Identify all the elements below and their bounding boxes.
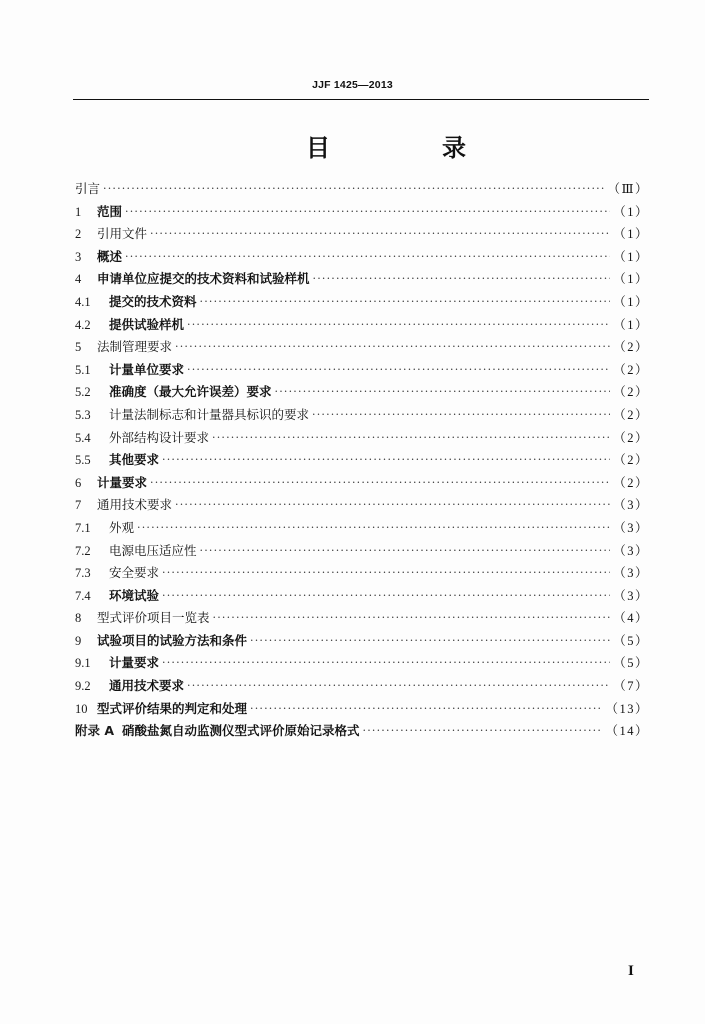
toc-entry-title: 型式评价项目一览表 [97,610,210,626]
toc-leader-dots [150,223,610,246]
toc-leader-dots [187,314,610,337]
toc-entry-number: 3 [75,249,82,264]
toc-entry-number: 9.2 [75,679,91,694]
toc-entry-number: 7.2 [75,543,91,558]
toc-entry-page: （3） [613,543,649,558]
toc-leader-dots [313,268,611,291]
toc-entry[interactable] [75,562,649,585]
toc-entry[interactable] [75,314,649,337]
toc-entry[interactable] [75,404,649,427]
toc-leader-dots [150,472,610,495]
toc-entry-number: 5 [75,340,82,355]
toc-entry-page: （3） [613,520,649,535]
toc-entry[interactable] [75,246,649,269]
toc-entry[interactable] [75,178,649,201]
toc-entry-number: 5.2 [75,385,91,400]
toc-entry-page: （5） [613,656,649,671]
toc-entry-title: 外部结构设计要求 [109,429,210,445]
toc-entry-number: 8 [75,611,82,626]
toc-entry-page: （3） [613,498,649,513]
toc-entry[interactable] [75,291,649,314]
toc-entry-number: 7 [75,498,82,513]
toc-entry-page: （1） [613,249,649,264]
toc-entry-page: （4） [613,611,649,626]
toc-entry[interactable] [75,336,649,359]
toc-leader-dots [200,291,611,314]
toc-entry-title: 提交的技术资料 [109,293,197,309]
toc-leader-dots [212,427,610,450]
toc-leader-dots [363,720,603,743]
toc-leader-dots [275,381,611,404]
toc-entry[interactable] [75,359,649,382]
toc-entry-page: （2） [613,362,649,377]
toc-leader-dots [312,404,610,427]
toc-entry-number: 10 [75,701,88,716]
toc-leader-dots [250,698,602,721]
toc-entry-page: （13） [605,701,649,716]
toc-entry[interactable] [75,223,649,246]
toc-entry-title: 范围 [97,203,123,219]
toc-entry-number: 7.4 [75,588,91,603]
toc-entry-title: 型式评价结果的判定和处理 [97,700,248,716]
toc-entry[interactable] [75,268,649,291]
toc-entry[interactable] [75,675,649,698]
toc-entry-title: 概述 [97,248,123,264]
toc-entry[interactable] [75,540,649,563]
toc-leader-dots [125,201,610,224]
toc-entry[interactable] [75,472,649,495]
toc-entry[interactable] [75,720,649,743]
toc-entry-title: 准确度（最大允许误差）要求 [109,384,272,400]
toc-leader-dots [175,336,610,359]
toc-entry-title: 电源电压适应性 [109,542,197,558]
toc-entry[interactable] [75,449,649,472]
toc-entry-number: 4.1 [75,294,91,309]
toc-entry-page: （2） [613,407,649,422]
toc-entry-page: （1） [613,272,649,287]
toc-leader-dots [200,540,611,563]
toc-entry-number: 9.1 [75,656,91,671]
toc-entry-title: 通用技术要求 [109,678,185,694]
toc-entry-title: 计量要求 [109,655,160,671]
toc-entry-number: 2 [75,227,82,242]
toc-entry-title: 提供试验样机 [109,316,185,332]
toc-entry-page: （Ⅲ） [607,182,649,196]
toc-entry[interactable] [75,494,649,517]
page-number: I [628,963,634,979]
toc-entry[interactable] [75,517,649,540]
toc-entry[interactable] [75,630,649,653]
toc-entry-title: 试验项目的试验方法和条件 [97,632,248,648]
toc-entry[interactable] [75,607,649,630]
toc-entry[interactable] [75,698,649,721]
toc-entry[interactable] [75,652,649,675]
toc-entry-title: 法制管理要求 [97,339,173,355]
toc-entry-number: 4.2 [75,317,91,332]
toc-leader-dots [213,607,611,630]
toc-entry-title: 通用技术要求 [97,497,173,513]
toc-leader-dots [162,562,610,585]
toc-entry-number: 4 [75,272,82,287]
toc-entry-number: 附录 A [75,723,115,739]
toc-entry-title: 硝酸盐氮自动监测仪型式评价原始记录格式 [122,723,360,739]
toc-entry-title: 引言 [75,181,101,196]
toc-entry[interactable] [75,381,649,404]
toc-entry-number: 1 [75,204,82,219]
toc-entry[interactable] [75,585,649,608]
toc-entry-page: （2） [613,385,649,400]
toc-leader-dots [103,178,604,201]
toc-entry-title: 计量要求 [97,474,148,490]
toc-entry-page: （3） [613,588,649,603]
toc-leader-dots [175,494,610,517]
header-rule [73,99,649,100]
toc-title: 目 录 [306,134,510,162]
toc-entry-title: 安全要求 [109,565,160,581]
toc-leader-dots [162,449,610,472]
toc-entry-title: 计量单位要求 [109,361,185,377]
toc-entry-page: （1） [613,204,649,219]
toc-leader-dots [250,630,610,653]
toc-entry-title: 计量法制标志和计量器具标识的要求 [109,406,310,422]
toc-entry-title: 其他要求 [109,452,160,468]
toc-entry-page: （2） [613,430,649,445]
toc-entry-page: （3） [613,566,649,581]
toc-entry-number: 7.3 [75,566,91,581]
toc-leader-dots [187,359,610,382]
toc-entry-page: （5） [613,633,649,648]
toc-entry-number: 9 [75,633,82,648]
toc-entry-number: 5.5 [75,453,91,468]
toc-entry-title: 申请单位应提交的技术资料和试验样机 [97,271,310,287]
toc-leader-dots [187,675,610,698]
toc-entry-page: （2） [613,453,649,468]
toc-entry-number: 5.4 [75,430,91,445]
toc-entry-number: 7.1 [75,520,91,535]
toc-leader-dots [162,585,610,608]
toc-entry-page: （7） [613,679,649,694]
toc-entry-page: （14） [605,724,649,739]
toc-entry-title: 外观 [109,519,135,535]
table-of-contents [75,178,649,743]
toc-leader-dots [162,652,610,675]
toc-leader-dots [137,517,610,540]
toc-entry-page: （2） [613,340,649,355]
toc-entry-number: 5.3 [75,407,91,422]
toc-entry-title: 引用文件 [97,226,148,242]
toc-entry-page: （1） [613,317,649,332]
toc-entry[interactable] [75,427,649,450]
toc-entry-title: 环境试验 [109,587,160,603]
toc-entry-page: （1） [613,227,649,242]
document-code: JJF 1425—2013 [312,79,393,91]
toc-entry[interactable] [75,201,649,224]
toc-entry-page: （2） [613,475,649,490]
toc-entry-number: 5.1 [75,362,91,377]
toc-leader-dots [125,246,610,269]
toc-entry-page: （1） [613,294,649,309]
toc-entry-number: 6 [75,475,82,490]
